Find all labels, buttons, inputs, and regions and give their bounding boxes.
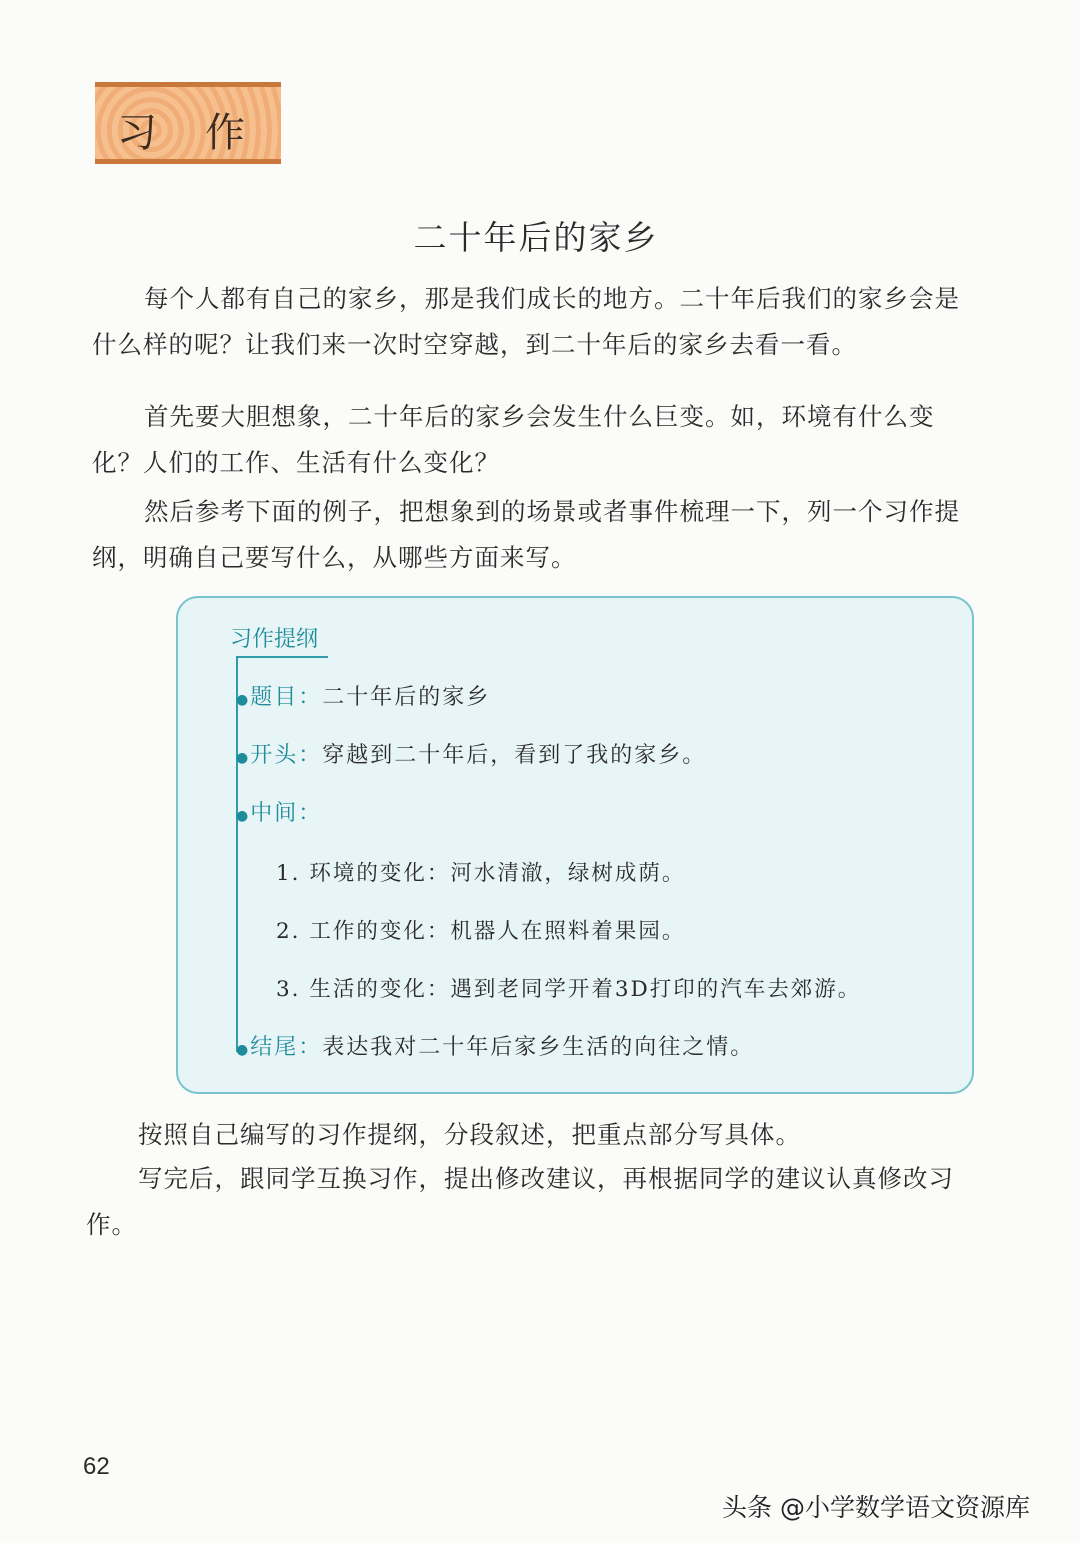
outline-label: 结尾： [250,1035,323,1060]
section-badge [95,82,281,164]
paragraph: 首先要大胆想象，二十年后的家乡会发生什么巨变。如，环境有什么变化？人们的工作、生活有什么变化？ [92,402,935,477]
paragraph: 然后参考下面的例子，把想象到的场景或者事件梳理一下，列一个习作提纲，明确自己要写什么，从哪些方面来写。 [92,497,960,572]
paragraph: 每个人都有自己的家乡，那是我们成长的地方。二十年后我们的家乡会是什么样的呢？让我们来一次时空穿越，到二十年后的家乡去看一看。 [92,284,960,359]
outline-label: 中间： [250,801,323,826]
outline-item [236,680,490,711]
bullet-icon: ● [236,692,251,708]
outline-item [236,738,706,769]
paragraph: 按照自己编写的习作提纲，分段叙述，把重点部分写具体。 [138,1120,801,1149]
outline-text: 表达我对二十年后家乡生活的向往之情。 [322,1035,755,1060]
watermark: 头条 @小学数学语文资源库 [722,1493,1030,1522]
outline-box [176,596,974,1094]
outline-item [236,1030,754,1061]
badge-char: 作 [205,110,245,156]
outline-item [236,796,322,827]
bullet-icon: ● [236,1042,251,1058]
divider [236,656,328,658]
page-title-text: 二十年后的家乡 [413,218,659,257]
divider [236,656,238,1052]
paragraph: 写完后，跟同学互换习作，提出修改建议，再根据同学的建议认真修改习作。 [86,1164,954,1239]
outline-label: 题目： [250,685,323,710]
bullet-icon: ● [236,808,251,824]
bullet-icon: ● [236,750,251,766]
outline-subitem: 3. 生活的变化：遇到老同学开着3D打印的汽车去郊游。 [276,977,862,1002]
outline-subitem: 2. 工作的变化：机器人在照料着果园。 [276,919,686,944]
badge-char: 习 [117,110,157,156]
outline-text: 穿越到二十年后，看到了我的家乡。 [322,743,707,768]
outline-label: 开头： [250,743,323,768]
page-title [0,212,1080,259]
outline-heading: 习作提纲 [230,627,319,652]
outline-subitem: 1. 环境的变化：河水清澈，绿树成荫。 [276,861,686,886]
outline-text: 二十年后的家乡 [322,685,491,710]
page-number: 62 [83,1453,110,1480]
